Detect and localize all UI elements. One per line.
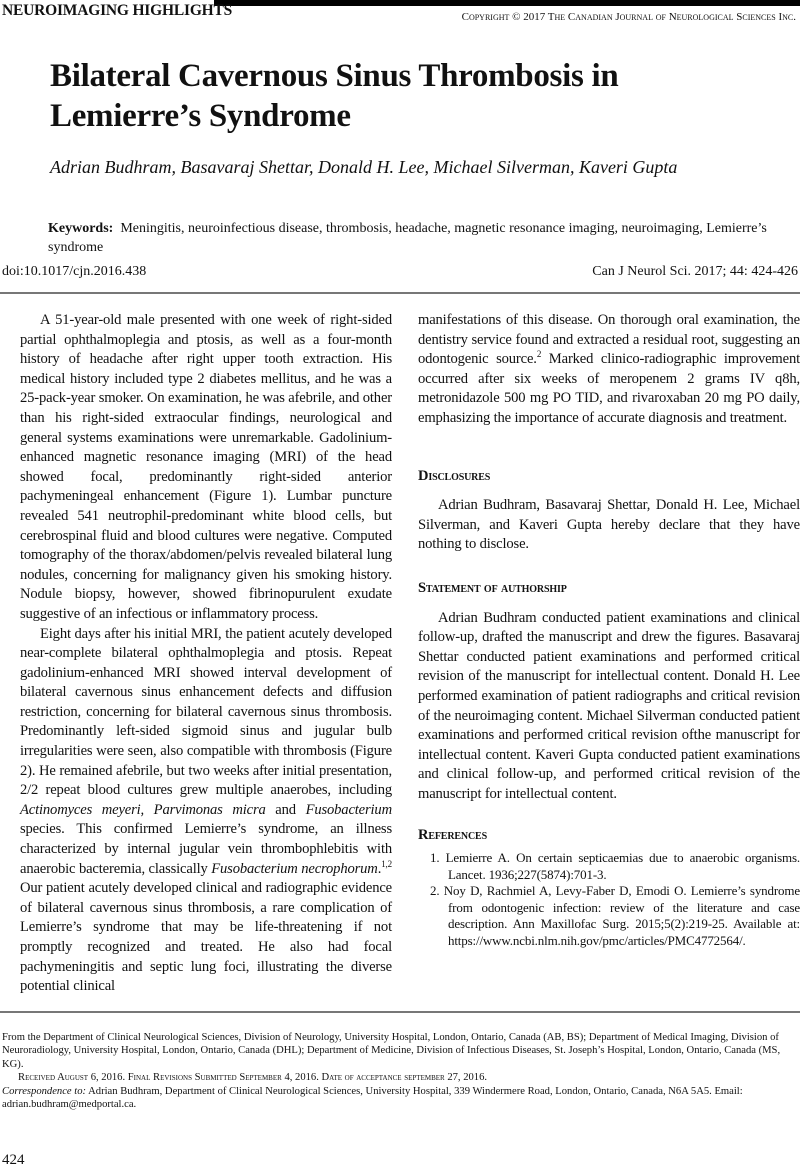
citation: Can J Neurol Sci. 2017; 44: 424-426 bbox=[592, 264, 798, 279]
species-name: Actinomyces meyeri, Parvimonas micra bbox=[20, 801, 266, 818]
text: . bbox=[377, 860, 382, 877]
reference-item: 1. Lemierre A. On certain septicaemias due to anaerobic organisms. Lancet. 1936;227(5874):701-3. bbox=[430, 850, 800, 882]
body-columns bbox=[0, 311, 800, 997]
footer-divider bbox=[0, 1011, 800, 1013]
keywords-label: Keywords: bbox=[48, 221, 114, 236]
divider bbox=[0, 292, 800, 294]
species-name: Fusobacterium bbox=[305, 801, 392, 818]
authorship-text: Adrian Budhram conducted patient examinations and clinical follow-up, drafted the manuscript and drew the figures. Basavaraj Shettar conducted patient examinations and performed critical revision of the manuscript for intellectual content. Donald H. Lee performed examination of patient radiographs and critical revision of the neuroimaging content. Michael Silverman conducted patient examinations and performed critical revision ofthe manuscript for intellectual content. Kaveri Gupta conducted patient examinations and clinical follow-up, and performed critical revision of the manuscript for intellectual content. bbox=[418, 609, 800, 802]
citation-ref[interactable]: 2 bbox=[536, 349, 542, 360]
text: Eight days after his initial MRI, the patient acutely developed near-complete bilateral ophthalmoplegia and ptosis. Repeat gadolinium-enhanced MRI showed interval development of bilateral cavernous sinus enhancement defects and diffusion restriction, concerning for bilateral cavernous sinus thrombosis. Predominantly left-sided sigmoid sinus and jugular bulb irregularities were seen, also compatible with thrombosis (Figure 2). He remained afebrile, but two weeks after initial presentation, 2/2 repeat blood cultures grew multiple anaerobes, including bbox=[20, 625, 392, 799]
references-heading: References bbox=[418, 827, 487, 844]
text: and bbox=[265, 801, 306, 818]
disclosures-heading: Disclosures bbox=[418, 467, 491, 484]
species-name: Fusobacterium necrophorum bbox=[211, 860, 378, 877]
disclosures-text: Adrian Budhram, Basavaraj Shettar, Donald H. Lee, Michael Silverman, and Kaveri Gupta hereby declare that they have nothing to disclose. bbox=[418, 497, 800, 553]
left-column bbox=[20, 311, 392, 997]
footer-notes bbox=[2, 1031, 798, 1112]
citation-ref[interactable]: 1,2 bbox=[381, 858, 392, 869]
affiliations: From the Department of Clinical Neurological Sciences, Division of Neurology, University Hospital, London, Ontario, Canada (AB, BS); Department of Medical Imaging, Division of Neuroradiology, University Hospital, London, Ontario, Canada (DHL); Department of Medicine, Division of Infectious Diseases, St. Joseph’s Hospital, London, Ontario, Canada (MS, KG). bbox=[2, 1031, 781, 1070]
right-column bbox=[418, 311, 800, 950]
text: Our patient acutely developed clinical and radiographic evidence of bilateral cavernous sinus thrombosis, a rare complication of Lemierre’s syndrome that may be life-threatening if not promptly recognized and treated. He also had focal pachymeningitis and septic lung foci, illustrating the diverse potential clinical bbox=[20, 880, 392, 995]
article-header bbox=[0, 0, 800, 311]
author-list: Adrian Budhram, Basavaraj Shettar, Donald H. Lee, Michael Silverman, Kaveri Gupta bbox=[50, 157, 678, 177]
text: species. This confirmed Lemierre’s syndrome, an illness characterized by internal jugular vein thrombophlebitis with anaerobic bacteremia, classically bbox=[20, 821, 392, 877]
keywords-text: Meningitis, neuroinfectious disease, thrombosis, headache, magnetic resonance imaging, neuroimaging, Lemierre’s syndrome bbox=[48, 221, 767, 255]
correspondence-label: Correspondence to: bbox=[2, 1085, 87, 1097]
paragraph: A 51-year-old male presented with one week of right-sided partial ophthalmoplegia and ptosis, as well as a four-month history of headache after right upper tooth extraction. His medical history included type 2 diabetes mellitus, and he was a 25-pack-year smoker. On examination, he was afebrile, and other than his right-sided extraocular findings, neurological and general systems examinations were unremarkable. Gadolinium-enhanced magnetic resonance imaging (MRI) of the head showed focal, predominantly right-sided anterior pachymeningeal enhancement (Figure 1). Lumbar puncture revealed 541 neutrophil-predominant white blood cells, but cerebrospinal fluid and blood cultures were negative. Computed tomography of the thorax/abdomen/pelvis revealed bilateral lung nodules, concerning for malignancy given his smoking history. Nodule biopsy, however, showed fibrinopurulent exudate suggestive of an infectious or inflammatory process. bbox=[20, 312, 392, 622]
copyright: Copyright © 2017 The Canadian Journal of Neurological Sciences Inc. bbox=[461, 11, 796, 23]
reference-list bbox=[418, 850, 800, 950]
keywords bbox=[48, 219, 768, 257]
page-number: 424 bbox=[2, 1151, 25, 1168]
correspondence bbox=[2, 1085, 798, 1112]
article-title: Bilateral Cavernous Sinus Thrombosis in Lemierre’s Syndrome bbox=[50, 58, 619, 134]
header-bar bbox=[214, 0, 800, 6]
received-dates: Received August 6, 2016. Final Revisions Submitted September 4, 2016. Date of acceptance september 27, 2016. bbox=[18, 1072, 488, 1084]
correspondence-text: Adrian Budhram, Department of Clinical Neurological Sciences, University Hospital, 339 Windermere Road, London, Ontario, Canada, N6A 5A5. Email: adrian.budhram@medportal.ca. bbox=[2, 1085, 743, 1111]
paragraph bbox=[418, 311, 800, 429]
text: manifestations of this disease. On thorough oral examination, the dentistry service found and extracted a residual root, suggesting an odontogenic source. bbox=[418, 312, 800, 368]
authorship-heading: Statement of authorship bbox=[418, 579, 567, 596]
paragraph bbox=[20, 625, 392, 997]
doi[interactable]: doi:10.1017/cjn.2016.438 bbox=[2, 264, 147, 279]
reference-item: 2. Noy D, Rachmiel A, Levy-Faber D, Emodi O. Lemierre’s syndrome from odontogenic infection: review of the literature and case description. Ann Maxillofac Surg. 2015;5(2):219-25. Available at: https://www.ncbi.nlm.nih.gov/pmc/articles/PMC4772564/. bbox=[430, 883, 800, 949]
text: Marked clinico-radiographic improvement occurred after six weeks of meropenem 2 grams IV q8h, metronidazole 500 mg PO TID, and rivaroxaban 20 mg PO daily, emphasizing the importance of accurate diagnosis and treatment. bbox=[418, 351, 800, 426]
section-label: NEUROIMAGING HIGHLIGHTS bbox=[2, 2, 233, 19]
